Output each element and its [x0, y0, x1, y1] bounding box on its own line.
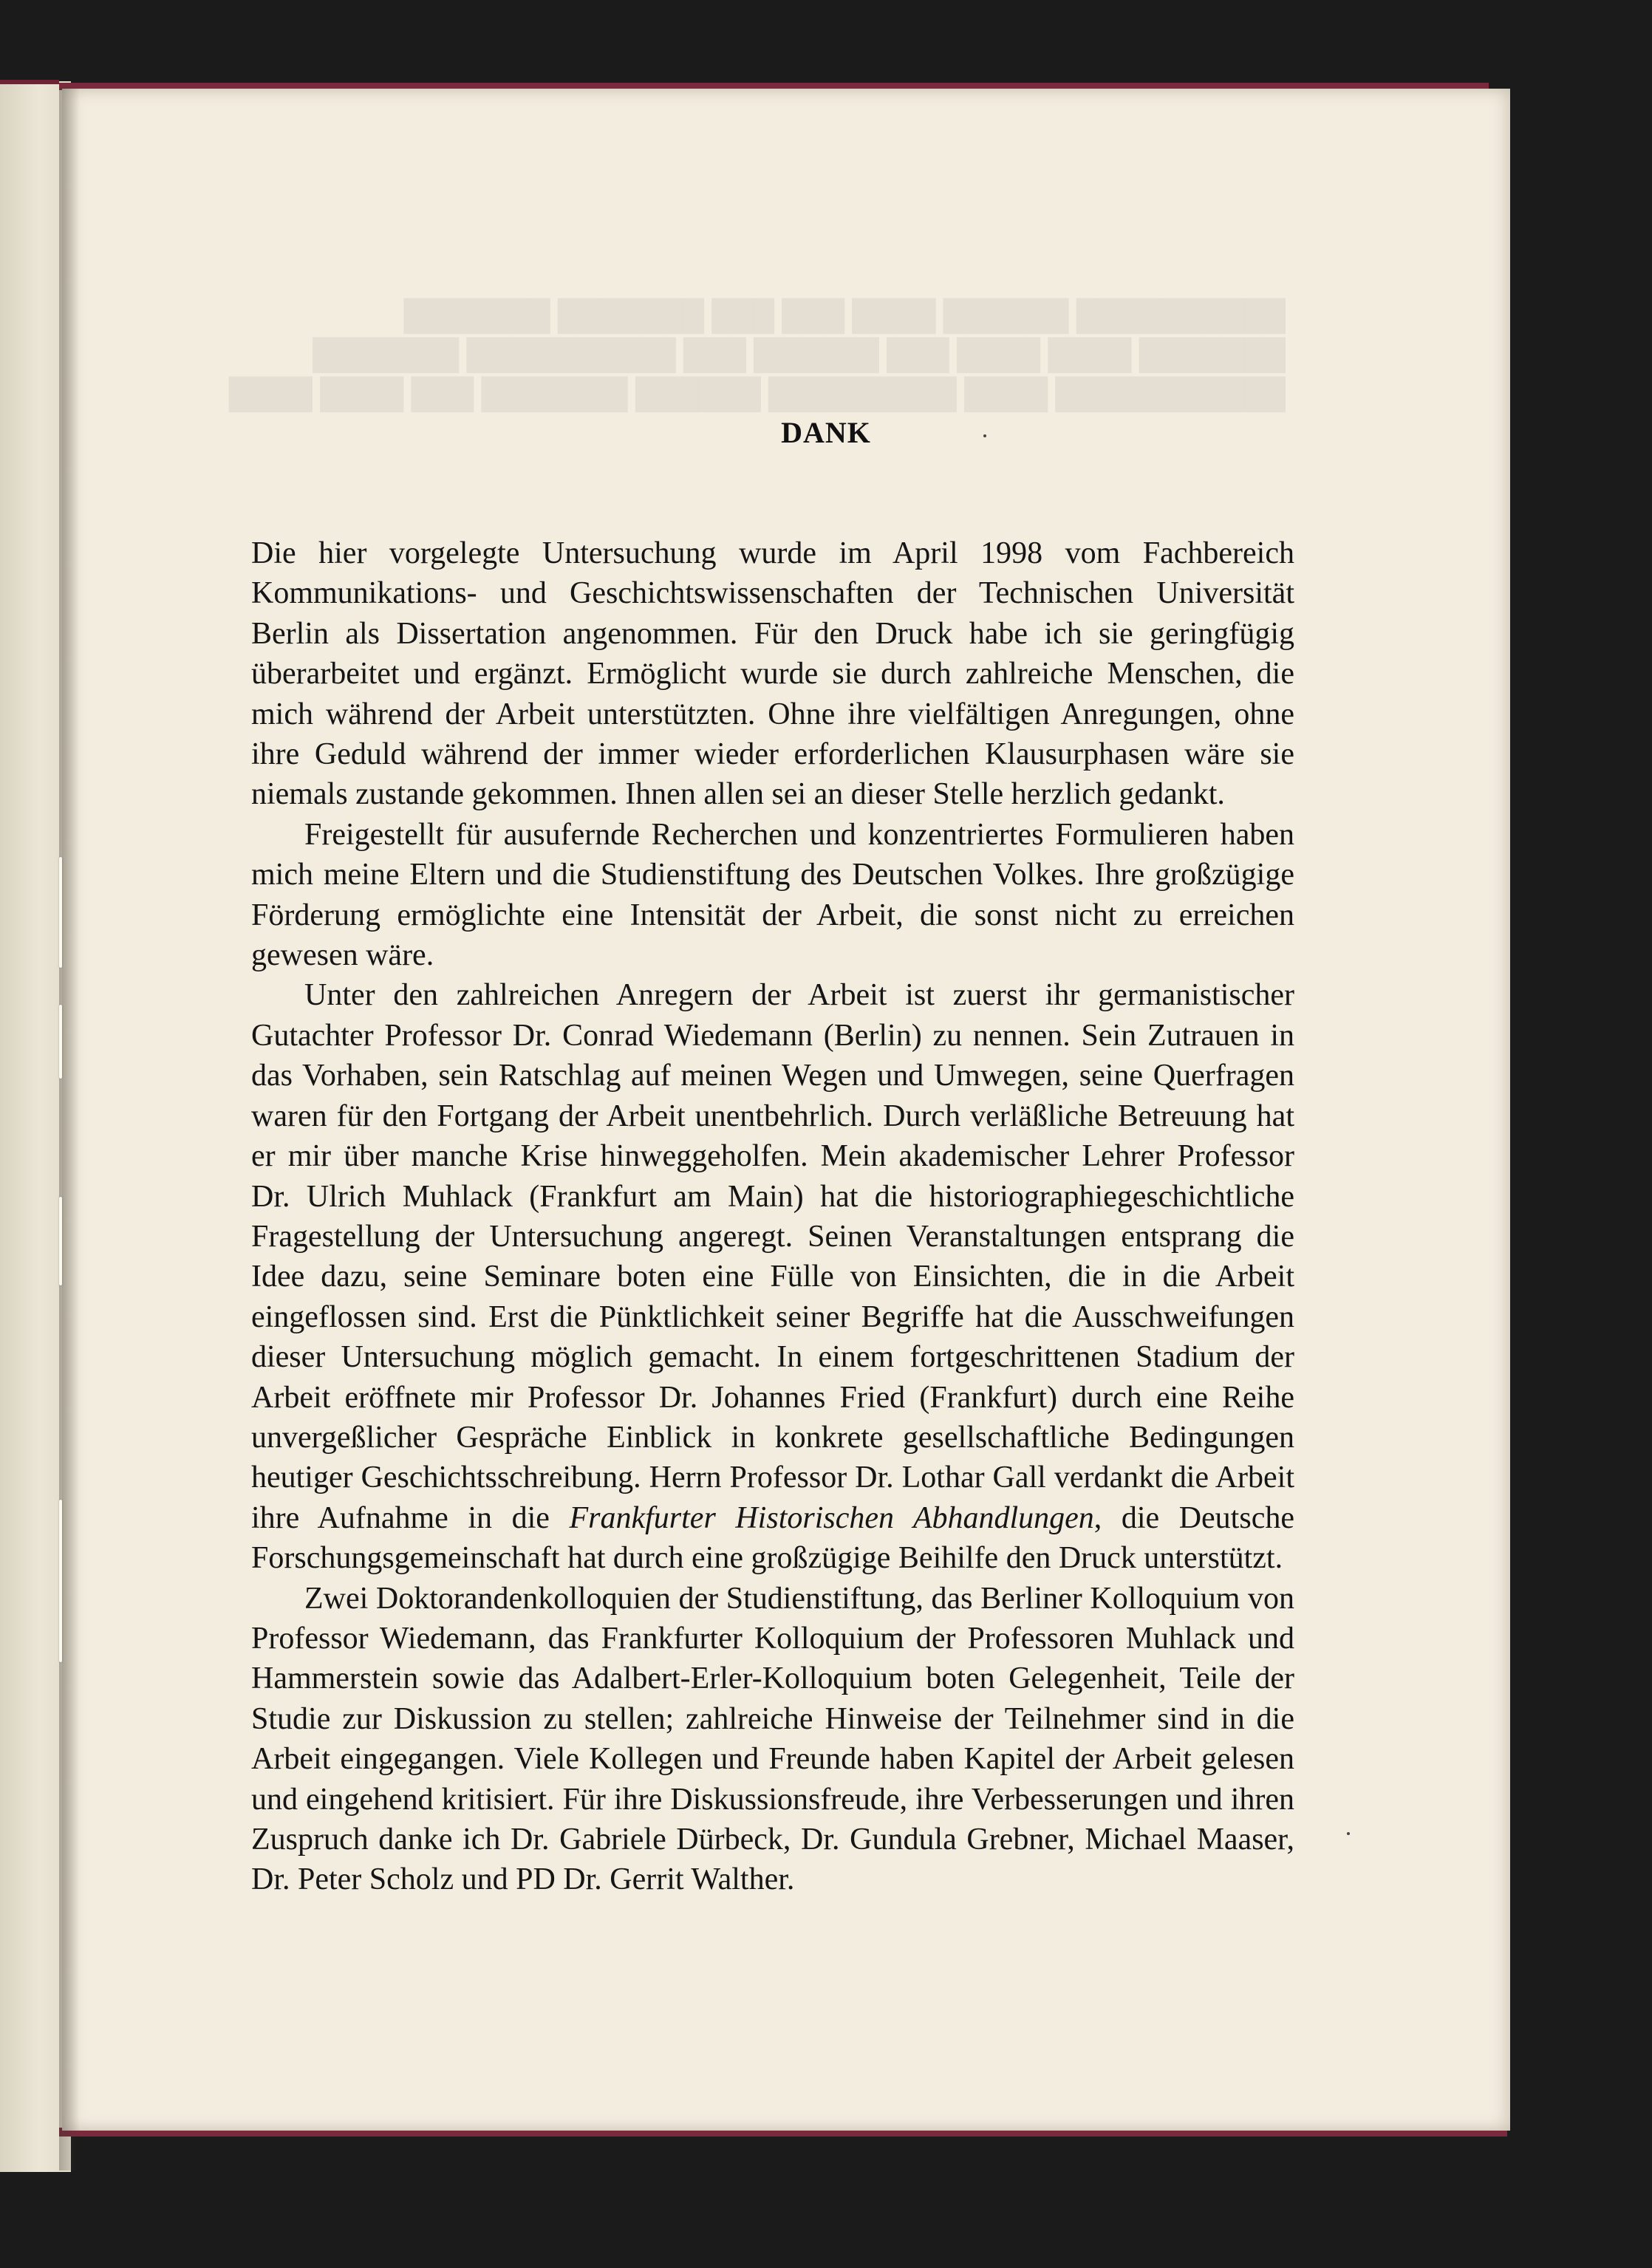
paper-speck [1347, 1832, 1350, 1835]
paper-speck [983, 434, 986, 437]
paragraph [251, 975, 1294, 1578]
paragraph-text: Unter den zahlreichen Anregern der Arbeit ist zuerst ihr germanistischer Gutachter Professor Dr. Conrad Wiedemann (Berlin) zu nennen. Sein Zutrauen in das Vorhaben, sein Ratschlag auf meinen Wegen und Umwegen, seine Querfragen waren für den Fortgang der Arbeit unentbehrlich. Durch verläßliche Betreuung hat er mir über manche Krise hinweggeholfen. Mein akademischer Lehrer Professor Dr. Ulrich Muhlack (Frankfurt am Main) hat die historiographiegeschichtliche Fragestellung der Untersuchung angeregt. Seinen Veranstaltungen entsprang die Idee dazu, seine Seminare boten eine Fülle von Einsichten, die in die Arbeit eingeflossen sind. Erst die Pünktlichkeit seiner Begriffe hat die Ausschweifungen dieser Untersuchung möglich gemacht. In einem fortgeschrittenen Stadium der Arbeit eröffnete mir Professor Dr. Johannes Fried (Frankfurt) durch eine Reihe unvergeßlicher Gespräche Einblick in konkrete gesellschaftliche Bedingungen heutiger Geschichtsschreibung. Herrn Professor Dr. Lothar Gall verdankt die Arbeit ihre Aufnahme in die [251, 978, 1294, 1535]
binding-stitch [59, 1197, 62, 1285]
paragraph: Die hier vorgelegte Untersuchung wurde im April 1998 vom Fachbereich Kommunikations- und Geschichtswissenschaften der Technischen Universität Berlin als Dissertation angenommen. Für den Druck habe ich sie geringfügig überarbeitet und ergänzt. Ermöglicht wurde sie durch zahlreiche Menschen, die mich während der Arbeit unterstützten. Ohne ihre vielfältigen Anregungen, ohne ihre Geduld während der immer wieder erforderlichen Klausurphasen wäre sie niemals zustande gekommen. Ihnen allen sei an dieser Stelle herzlich gedankt. [251, 536, 1294, 812]
paragraph: Freigestellt für ausufernde Recherchen und konzentriertes Formulieren haben mich meine Eltern und die Studienstiftung des Deutschen Volkes. Ihre großzügige Förderung ermöglichte eine Intensität der Arbeit, die sonst nicht zu erreichen gewesen wäre. [251, 817, 1294, 973]
binding-stitch [59, 857, 62, 968]
page-title: DANK [781, 416, 871, 449]
page-body [251, 533, 1294, 1900]
paragraph-text: , die Deutsche Forschungsgemeinschaft hat durch eine großzügige Beihilfe den Druck unterstützt. [251, 1500, 1294, 1576]
series-title: Frankfurter Historischen Abhandlungen [569, 1500, 1094, 1535]
binding-stitch [59, 1500, 62, 1662]
binding-stitch [59, 1005, 62, 1079]
gutter-shadow [59, 87, 80, 2170]
cover-edge-left [0, 80, 59, 84]
show-through-text: ██████████ ██████ ████ ███ ███ ███████ ███████ ███████ ████ ████ ███ ██████ ███ ██████████ ███████ ███████████ ████ █████████ ██████ ███████ ███ ████ ████ [228, 298, 1286, 410]
paragraph: Zwei Doktorandenkolloquien der Studienstiftung, das Berliner Kolloquium von Professor Wiedemann, das Frankfurter Kolloquium der Professoren Muhlack und Hammerstein sowie das Adalbert-Erler-Kolloquium boten Gelegenheit, Teile der Studie zur Diskussion zu stellen; zahlreiche Hinweise der Teilnehmer sind in die Arbeit eingegangen. Viele Kollegen und Freunde haben Kapitel der Arbeit gelesen und eingehend kritisiert. Für ihre Diskussionsfreude, ihre Verbesserungen und ihren Zuspruch danke ich Dr. Gabriele Dürbeck, Dr. Gundula Grebner, Michael Maaser, Dr. Peter Scholz und PD Dr. Gerrit Walther. [251, 1581, 1294, 1897]
